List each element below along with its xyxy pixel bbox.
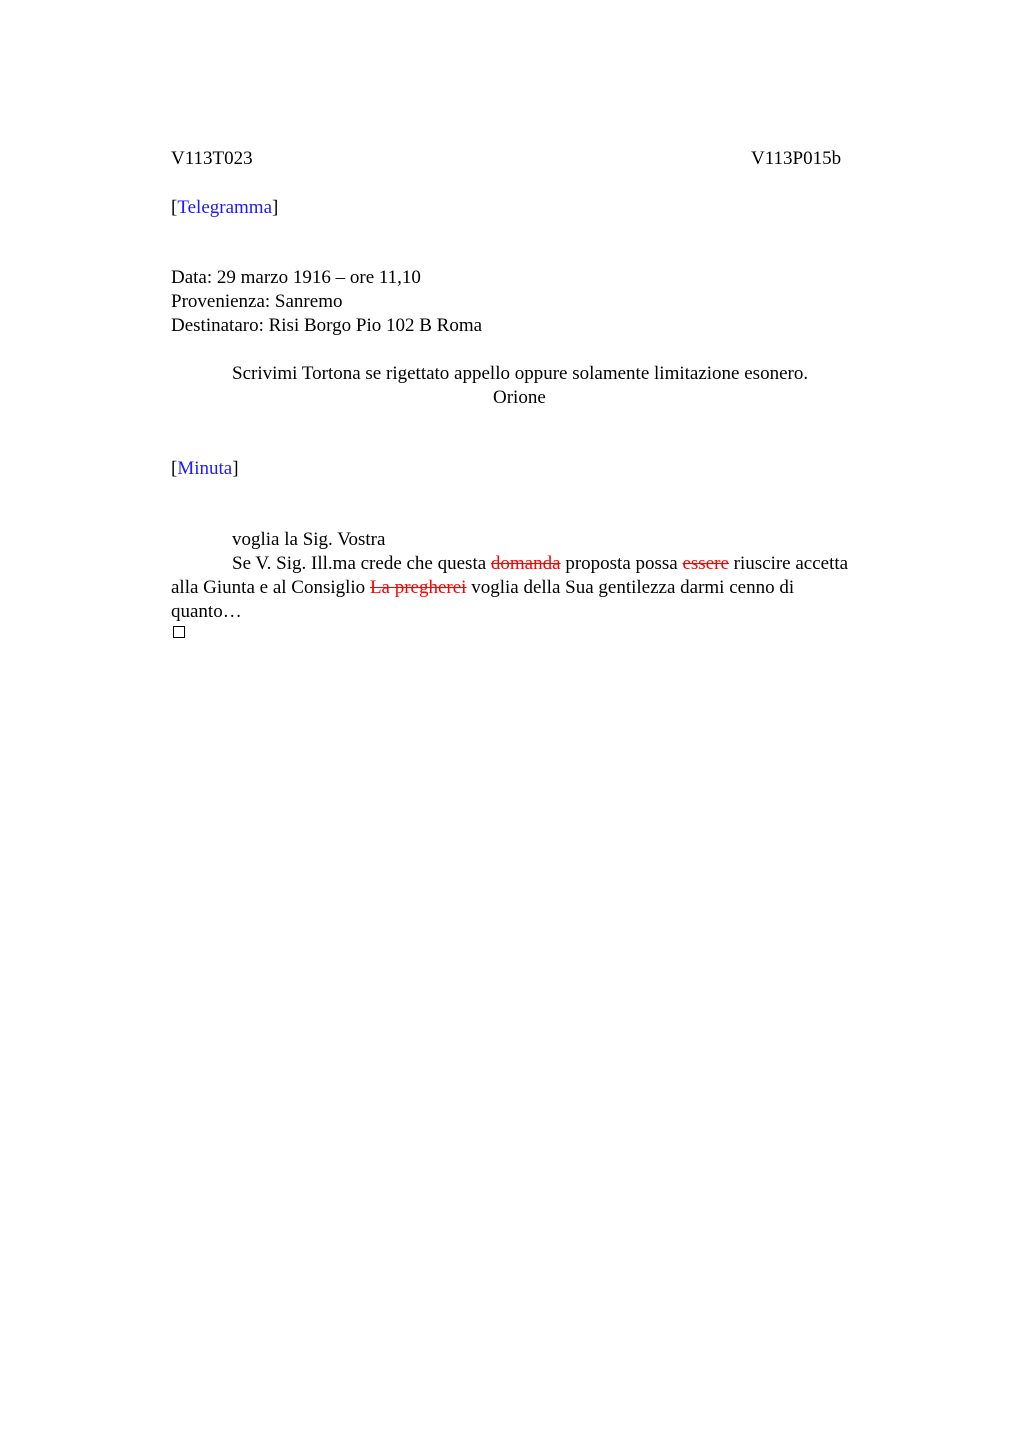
section-label-telegramma	[171, 196, 278, 220]
deleted-word: domanda	[490, 553, 561, 574]
telegram-recipient: Destinataro: Risi Borgo Pio 102 B Roma	[171, 315, 483, 336]
bracket-open: [	[171, 197, 178, 218]
telegramma-label: Telegramma	[177, 197, 273, 218]
deleted-word: La pregherei	[369, 577, 467, 598]
section-label-minuta	[171, 457, 239, 481]
text-run: voglia della Sua gentilezza darmi cenno di	[466, 577, 795, 598]
minuta-line-1: voglia la Sig. Vostra	[232, 529, 386, 550]
minuta-line-2	[232, 552, 848, 576]
minuta-label: Minuta	[177, 458, 233, 479]
text-run: alla Giunta e al Consiglio	[171, 577, 370, 598]
empty-box-icon	[173, 626, 185, 638]
telegram-message: Scrivimi Tortona se rigettato appello oppure solamente limitazione esonero.	[232, 363, 809, 384]
minuta-line-4: quanto…	[171, 601, 242, 622]
text-run: riuscire accetta	[728, 553, 849, 574]
document-code-left: V113T023	[171, 148, 253, 169]
bracket-close: ]	[232, 458, 239, 479]
text-run: Se V. Sig. Ill.ma crede che questa	[232, 553, 491, 574]
telegram-signature: Orione	[493, 387, 546, 408]
bracket-close: ]	[272, 197, 279, 218]
telegram-date: Data: 29 marzo 1916 – ore 11,10	[171, 267, 421, 288]
minuta-line-3	[171, 576, 794, 600]
telegram-origin: Provenienza: Sanremo	[171, 291, 343, 312]
bracket-open: [	[171, 458, 178, 479]
text-run: proposta possa	[560, 553, 683, 574]
deleted-word: essere	[682, 553, 729, 574]
document-code-right: V113P015b	[751, 148, 842, 169]
